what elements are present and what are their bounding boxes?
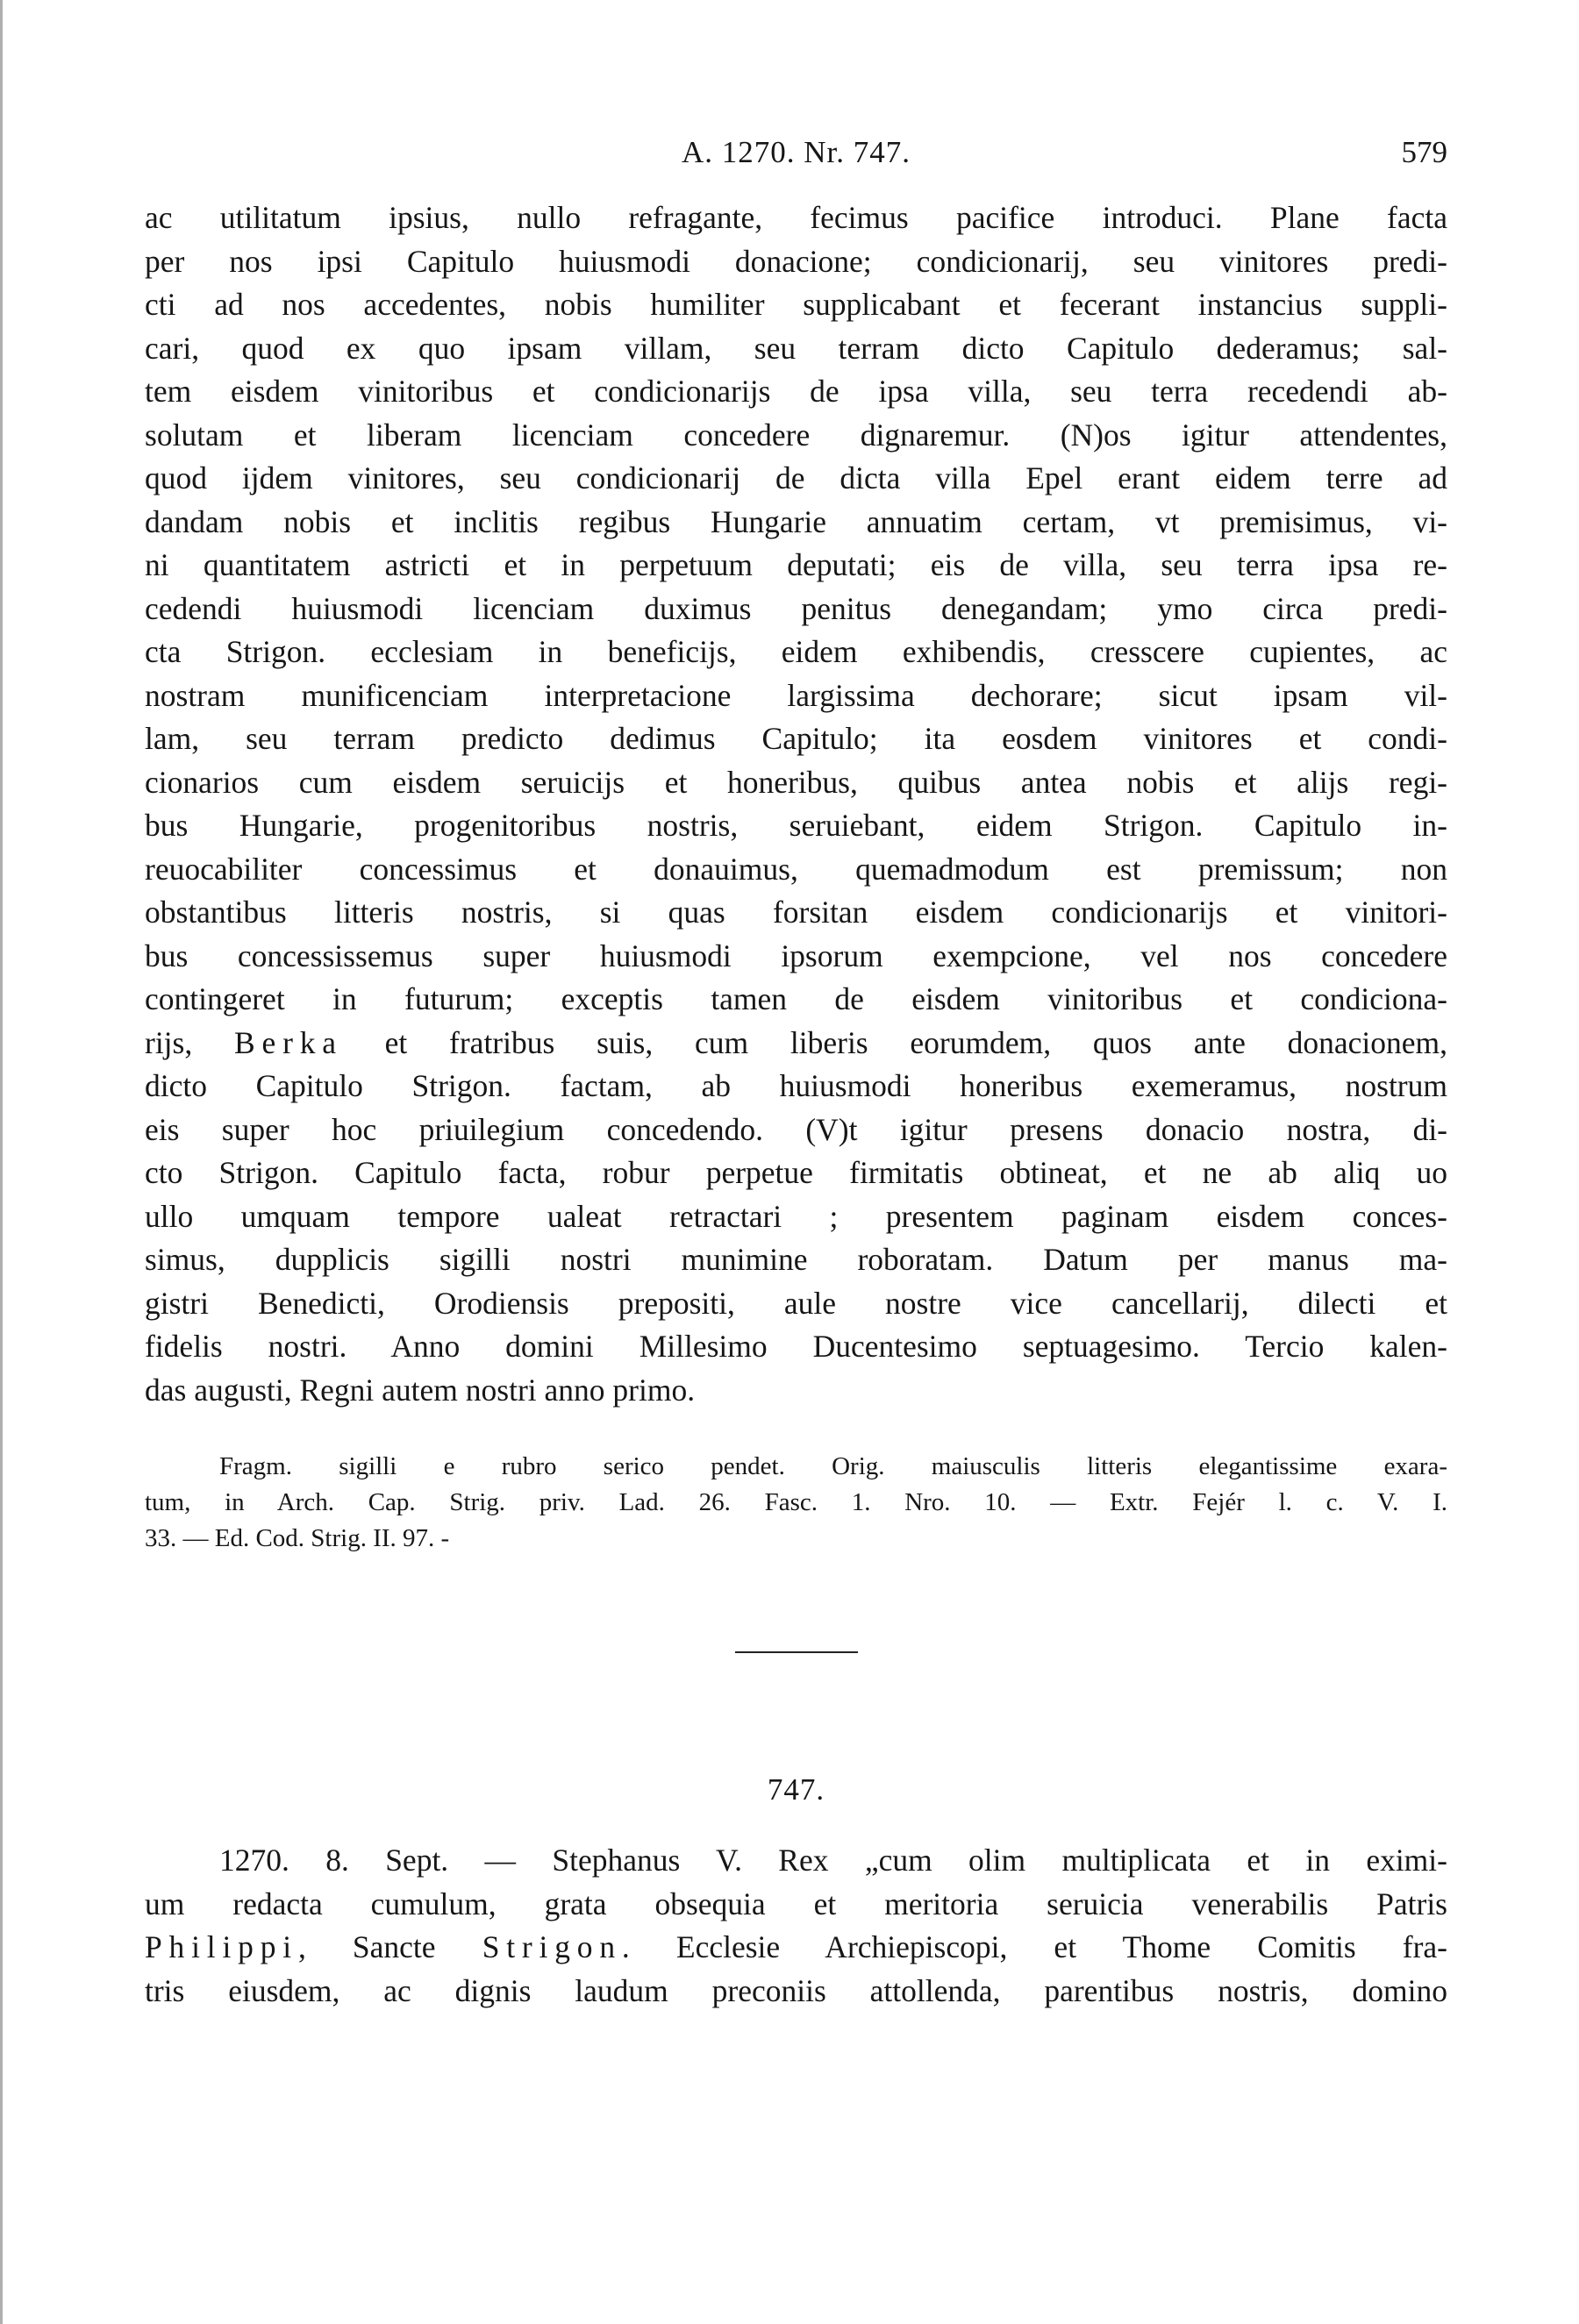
text-line: dandam nobis et inclitis regibus Hungarie annuatim certam, vt premisimus, vi- — [145, 503, 1447, 539]
text-line — [145, 1926, 1447, 1970]
document-number: 747. — [767, 1772, 825, 1807]
text-line: fidelis nostri. Anno domini Millesimo Ducentesimo septuagesimo. Tercio kalen- — [145, 1329, 1447, 1364]
text-line: reuocabiliter concessimus et donauimus, quemadmodum est premissum; non — [145, 851, 1447, 887]
text-line: bus concessissemus super huiusmodi ipsorum exempcione, vel nos concedere — [145, 937, 1447, 973]
text-line: per nos ipsi Capitulo huiusmodi donacione; condicionarij, seu vinitores predi- — [145, 243, 1447, 279]
running-head-title: A. 1270. Nr. 747. — [681, 135, 911, 169]
text-line: cta Strigon. ecclesiam in beneficijs, eidem exhibendis, cresscere cupientes, ac — [145, 634, 1447, 669]
text-line: ac utilitatum ipsius, nullo refragante, fecimus pacifice introduci. Plane facta — [145, 200, 1447, 235]
text-line: cedendi huiusmodi licenciam duximus penitus denegandam; ymo circa predi- — [145, 590, 1447, 626]
spaced-name-strigon: Strigon — [482, 1929, 622, 1964]
spaced-name-berka: Berka — [234, 1024, 343, 1060]
text-line: simus, dupplicis sigilli nostri munimine roboratam. Datum per manus ma- — [145, 1242, 1447, 1277]
text-line: gistri Benedicti, Orodiensis prepositi, aule nostre vice cancellarij, dilecti et — [145, 1285, 1447, 1321]
note-line: 33. — Ed. Cod. Strig. II. 97. - — [145, 1524, 450, 1552]
text-line: nostram munificenciam interpretacione largissima dechorare; sicut ipsam vil- — [145, 677, 1447, 713]
text-line: dicto Capitulo Strigon. factam, ab huiusmodi honeribus exemeramus, nostrum — [145, 1068, 1447, 1103]
text-fragment: . Ecclesie Archiepiscopi, et Thome Comitis fra- — [621, 1929, 1447, 1964]
text-line: eis super hoc priuilegium concedendo. (V)t igitur presens donacio nostra, di- — [145, 1111, 1447, 1147]
note-line: Fragm. sigilli e rubro serico pendet. Orig. maiusculis litteris elegantissime exara- — [219, 1452, 1447, 1480]
text-line: contingeret in futurum; exceptis tamen de eisdem vinitoribus et condiciona- — [145, 981, 1447, 1016]
text-line: ullo umquam tempore ualeat retractari ; presentem paginam eisdem conces- — [145, 1198, 1447, 1234]
book-page — [145, 132, 1447, 2013]
section-divider — [735, 1651, 858, 1653]
text-fragment: , Sancte — [297, 1929, 482, 1964]
source-note — [145, 1449, 1447, 1557]
text-line: tem eisdem vinitoribus et condicionarijs de ipsa villa, seu terra recedendi ab- — [145, 374, 1447, 409]
note-line: tum, in Arch. Cap. Strig. priv. Lad. 26. Fasc. 1. Nro. 10. — Extr. Fejér l. c. V. I. — [145, 1488, 1447, 1516]
page-number: 579 — [1401, 135, 1447, 169]
text-line: cari, quod ex quo ipsam villam, seu terram dicto Capitulo dederamus; sal- — [145, 330, 1447, 366]
text-fragment: rijs, — [145, 1024, 235, 1060]
text-line: obstantibus litteris nostris, si quas forsitan eisdem condicionarijs et vinitori- — [145, 895, 1447, 930]
next-document-text — [145, 1839, 1447, 2013]
text-line: das augusti, Regni autem nostri anno primo. — [145, 1372, 696, 1408]
text-line: cti ad nos accedentes, nobis humiliter supplicabant et fecerant instancius suppli- — [145, 287, 1447, 322]
charter-text — [145, 196, 1447, 1412]
text-line: solutam et liberam licenciam concedere dignaremur. (N)os igitur attendentes, — [145, 417, 1447, 453]
scan-edge — [0, 0, 3, 2324]
text-fragment: et fratribus suis, cum liberis eorumdem, quos ante donacionem, — [342, 1024, 1447, 1060]
text-line: cto Strigon. Capitulo facta, robur perpetue firmitatis obtineat, et ne ab aliq uo — [145, 1155, 1447, 1190]
text-line: um redacta cumulum, grata obsequia et meritoria seruicia venerabilis Patris — [145, 1886, 1447, 1921]
spaced-name-philippi: Philippi — [145, 1929, 298, 1964]
text-line — [145, 1022, 1447, 1066]
text-line: bus Hungarie, progenitoribus nostris, seruiebant, eidem Strigon. Capitulo in- — [145, 808, 1447, 843]
text-line: lam, seu terram predicto dedimus Capitulo; ita eosdem vinitores et condi- — [145, 721, 1447, 756]
text-line: cionarios cum eisdem seruicijs et honeribus, quibus antea nobis et alijs regi- — [145, 764, 1447, 800]
text-line: tris eiusdem, ac dignis laudum preconiis attollenda, parentibus nostris, domino — [145, 1972, 1447, 2008]
text-line: ni quantitatem astricti et in perpetuum deputati; eis de villa, seu terra ipsa re- — [145, 547, 1447, 582]
running-head — [145, 132, 1447, 184]
text-line: quod ijdem vinitores, seu condicionarij de dicta villa Epel erant eidem terre ad — [145, 460, 1447, 495]
text-line: 1270. 8. Sept. — Stephanus V. Rex „cum olim multiplicata et in eximi- — [219, 1843, 1447, 1878]
